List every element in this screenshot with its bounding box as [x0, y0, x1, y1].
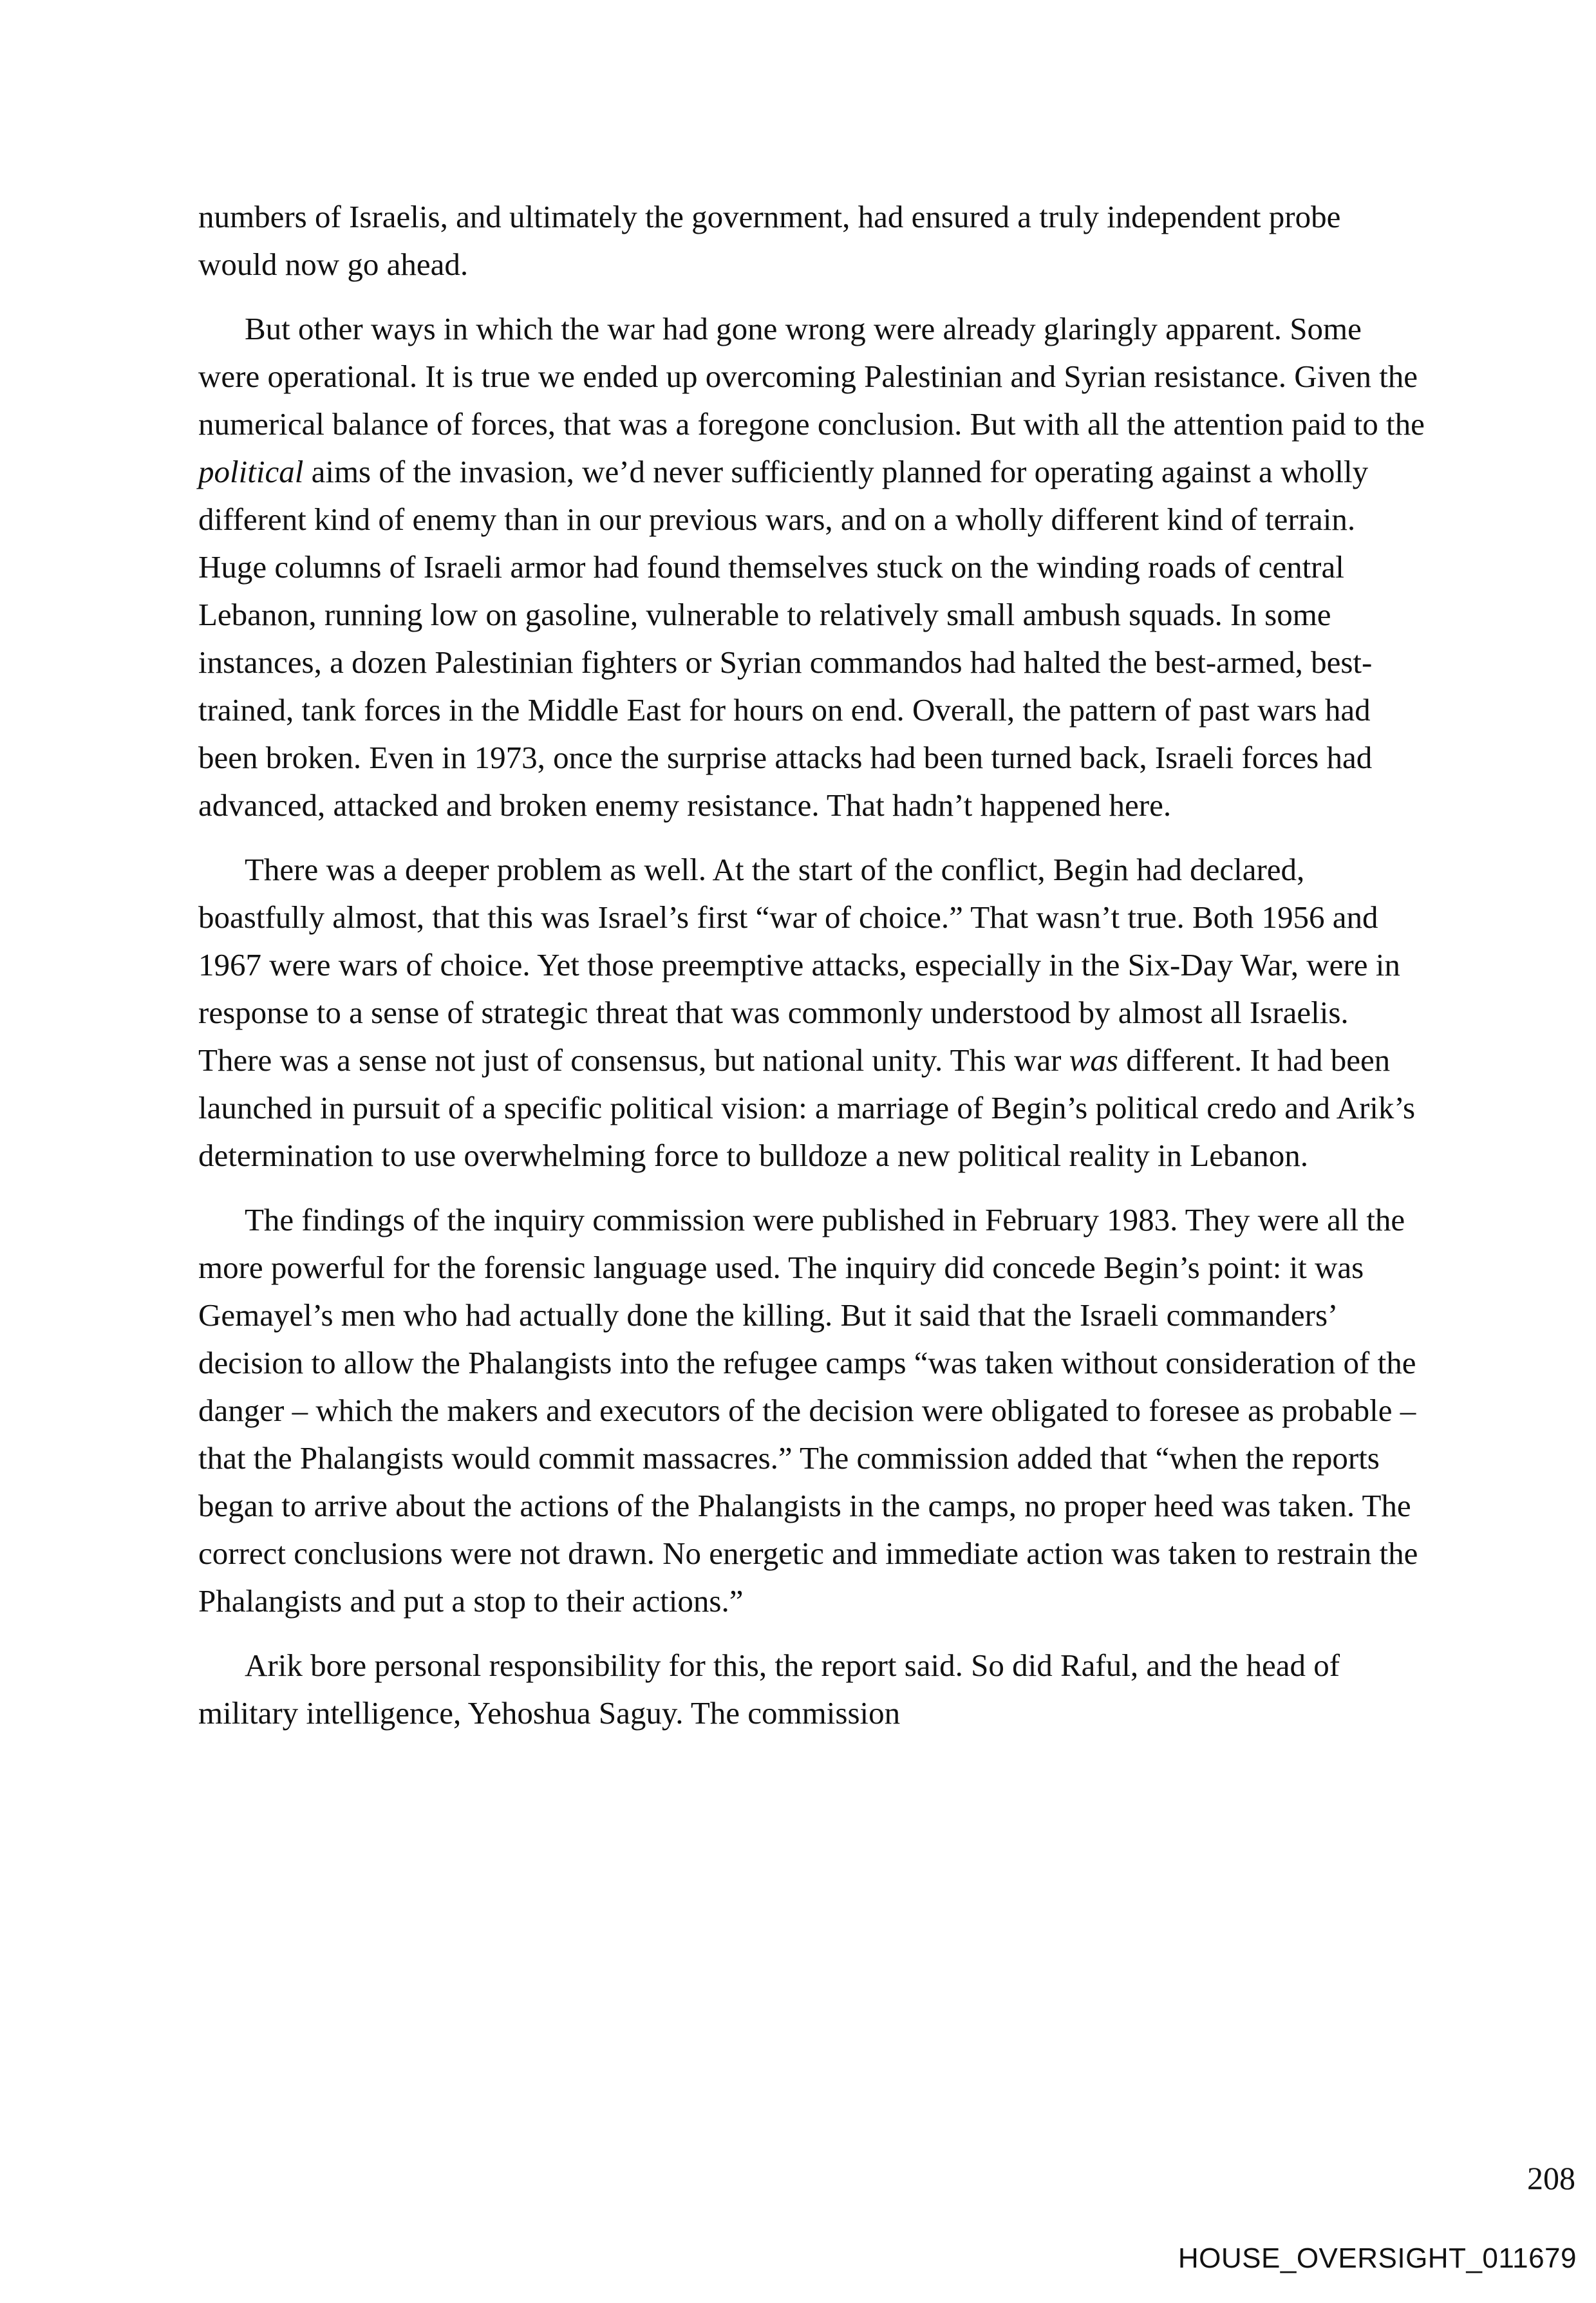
text-run: But other ways in which the war had gone wrong were already glaringly apparent. Some were operational. It is true we ended up overcoming Palestinian and Syrian resistance. Given the numerical balance of forces, that was a foregone conclusion. But with all the attention paid to the [198, 311, 1425, 442]
italic-text-run: was [1069, 1042, 1118, 1078]
italic-text-run: political [198, 454, 304, 489]
text-run: different. It had been launched in pursuit of a specific political vision: a marriage of Begin’s political credo and Arik’s determination to use overwhelming force to bulldoze a new political reality in Lebanon. [198, 1042, 1416, 1173]
paragraph [198, 1642, 1425, 1737]
text-run: There was a deeper problem as well. At the start of the conflict, Begin had declared, boastfully almost, that this was Israel’s first “war of choice.” That wasn’t true. Both 1956 and 1967 were wars of choice. Yet those preemptive attacks, especially in the Six-Day War, were in response to a sense of strategic threat that was commonly understood by almost all Israelis. There was a sense not just of consensus, but national unity. This war [198, 852, 1400, 1078]
paragraph [198, 305, 1425, 829]
text-run: Arik bore personal responsibility for this, the report said. So did Raful, and the head of military intelligence, Yehoshua Saguy. The commission [198, 1648, 1340, 1731]
text-run: The findings of the inquiry commission were published in February 1983. They were all the more powerful for the forensic language used. The inquiry did concede Begin’s point: it was Gemayel’s men who had actually done the killing. But it said that the Israeli commanders’ decision to allow the Phalangists into the refugee camps “was taken without consideration of the danger – which the makers and executors of the decision were obligated to foresee as probable – that the Phalangists would commit massacres.” The commission added that “when the reports began to arrive about the actions of the Phalangists in the camps, no proper heed was taken. The correct conclusions were not drawn. No energetic and immediate action was taken to restrain the Phalangists and put a stop to their actions.” [198, 1202, 1418, 1619]
paragraph [198, 193, 1425, 288]
paragraph [198, 846, 1425, 1180]
body-text [198, 193, 1425, 1754]
text-run: aims of the invasion, we’d never sufficiently planned for operating against a wholly different kind of enemy than in our previous wars, and on a wholly different kind of terrain. Huge columns of Israeli armor had found themselves stuck on the winding roads of central Lebanon, running low on gasoline, vulnerable to relatively small ambush squads. In some instances, a dozen Palestinian fighters or Syrian commandos had halted the best-armed, best-trained, tank forces in the Middle East for hours on end. Overall, the pattern of past wars had been broken. Even in 1973, once the surprise attacks had been turned back, Israeli forces had advanced, attacked and broken enemy resistance. That hadn’t happened here. [198, 454, 1373, 823]
paragraph [198, 1196, 1425, 1625]
bates-stamp: HOUSE_OVERSIGHT_011679 [1178, 2242, 1577, 2274]
page-number: 208 [1527, 2160, 1575, 2196]
text-run: numbers of Israelis, and ultimately the government, had ensured a truly independent probe would now go ahead. [198, 199, 1341, 282]
